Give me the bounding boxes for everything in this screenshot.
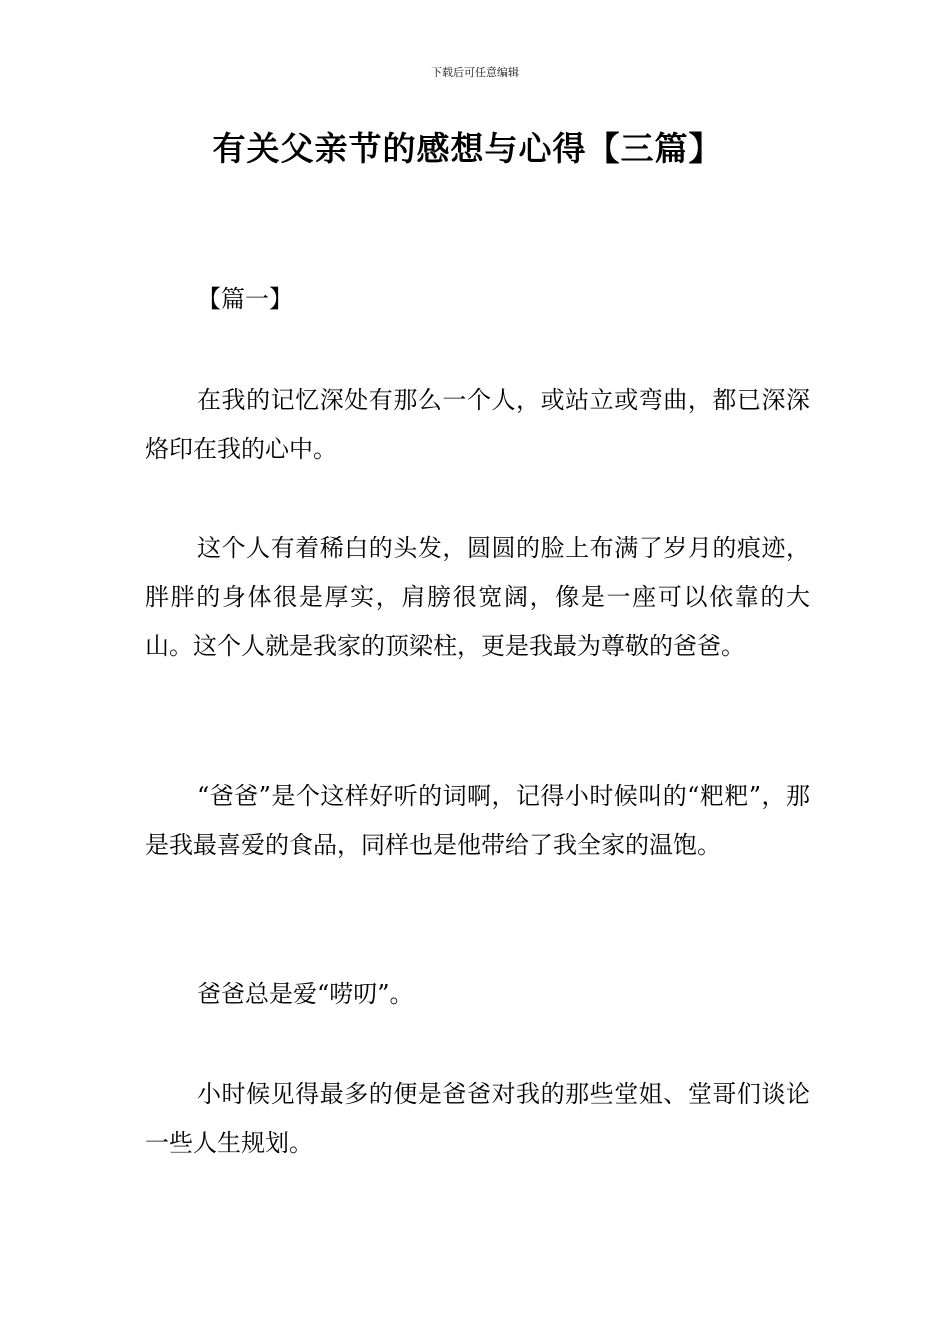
paragraph-3: “爸爸”是个这样好听的词啊，记得小时候叫的“粑粑”，那是我最喜爱的食品，同样也是他带给了我全家的温饱。 (145, 782, 810, 859)
paragraph-1: 在我的记忆深处有那么一个人，或站立或弯曲，都已深深烙印在我的心中。 (145, 386, 810, 463)
document-title: 有关父亲节的感想与心得【三篇】 (212, 129, 723, 168)
paragraph-5: 小时候见得最多的便是爸爸对我的那些堂姐、堂哥们谈论一些人生规划。 (145, 1080, 810, 1157)
paragraph-2: 这个人有着稀白的头发，圆圆的脸上布满了岁月的痕迹，胖胖的身体很是厚实，肩膀很宽阔，像是一座可以依靠的大山。这个人就是我家的顶梁柱，更是我最为尊敬的爸爸。 (145, 534, 810, 660)
paragraph-4: 爸爸总是爱“唠叨”。 (197, 980, 414, 1008)
section-heading: 【篇一】 (197, 285, 293, 313)
header-note: 下载后可任意编辑 (431, 66, 519, 79)
